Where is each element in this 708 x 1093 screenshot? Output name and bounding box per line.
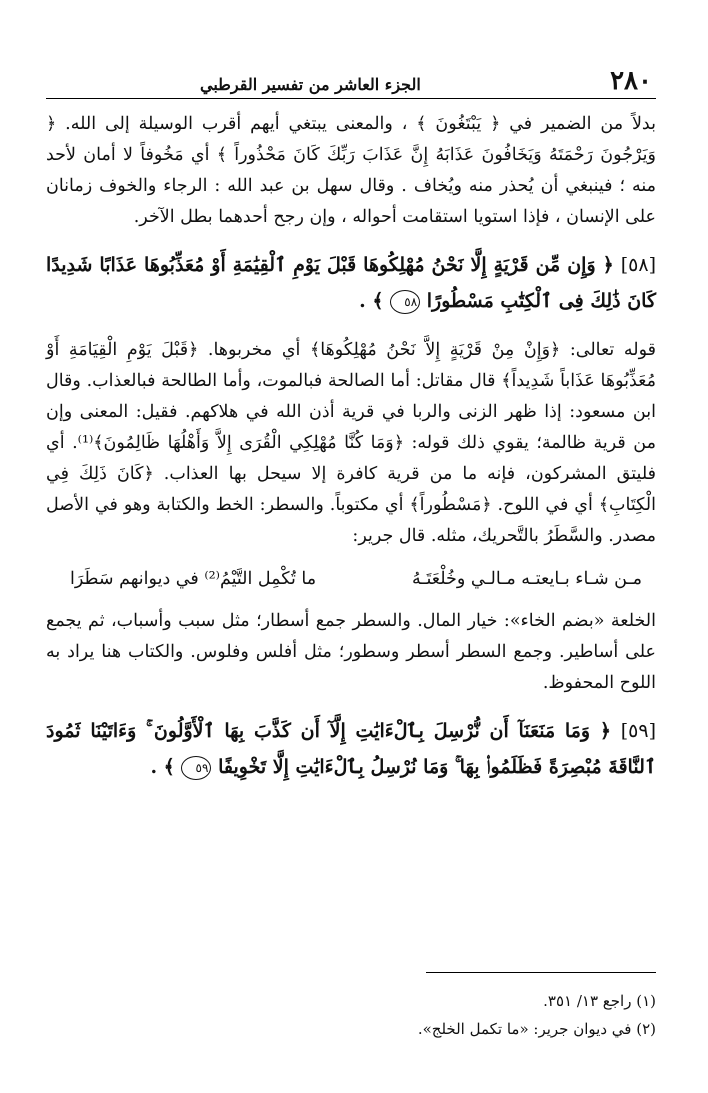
poem-verse: [70, 562, 642, 596]
verse-58: [46, 247, 656, 319]
page-header: [46, 68, 656, 98]
footnote-2: (٢) في ديوان جرير: «ما تكمل الخلج».: [417, 1020, 656, 1038]
paragraph-2: قوله تعالى: ﴿وَإِنْ مِنْ قَرْيَةٍ إِلاَّ نَحْنُ مُهْلِكُوهَا﴾ أي مخربوها. ﴿قَبْلَ يَوْمِ الْقِيَامَةِ أَوْ مُعَذِّبُوهَا عَذَاباً شَدِيداً﴾ قال مقاتل: أما الصالحة فبالموت، وأما الطالحة فبالعذاب. وقال ابن مسعود: إذا ظهر الزنى والربا في قرية أذن الله في هلاكهم. فقيل: المعنى وإن من قرية ظالمة؛ يقوي ذلك قوله: ﴿وَمَا كُنَّا مُهْلِكِي الْقُرَى إِلاَّ وَأَهْلُهَا ظَالِمُونَ﴾⁽¹⁾. أي فليتق المشركون، فإنه ما من قرية كافرة إلا سيحل بها العذاب. ﴿كَانَ ذَلِكَ فِي الْكِتَابِ﴾ أي في اللوح. ﴿مَسْطُوراً﴾ أي مكتوباً. والسطر: الخط والكتابة وهو في الأصل مصدر. والسَّطَرُ بالتَّحريك، مثله. قال جرير:: [46, 340, 657, 546]
paragraph-1: بدلاً من الضمير في ﴿ يَبْتَغُونَ ﴾ ، والمعنى يبتغي أيهم أقرب الوسيلة إلى الله. ﴿ وَيَرْجُونَ رَحْمَتَهُ وَيَخَافُونَ عَذَابَهُ إِنَّ عَذَابَ رَبِّكَ كَانَ مَحْذُوراً ﴾ أي مَخُوفاً لا أمان لأحد منه ؛ فينبغي أن يُحذر منه ويُخاف . وقال سهل بن عبد الله : الرجاء والخوف زمانان على الإنسان ، فإذا استويا استقامت أحواله ، وإن رجح أحدهما بطل الآخر.: [46, 114, 656, 227]
page-number: ٢٨٠: [610, 66, 652, 96]
poem-hemistich-2: ما تُكْمِل التَّيْمُ⁽²⁾ في ديوانهم سَطَرَا: [70, 569, 317, 589]
poem-hemistich-1: مـن شـاء بـايعتـه مـالـي وخُلْعَتَـهُ: [411, 569, 642, 589]
verse-58-text: ﴿ وَإِن مِّن قَرْيَةٍ إِلَّا نَحْنُ مُهْلِكُوهَا قَبْلَ يَوْمِ ٱلْقِيَٰمَةِ أَوْ مُعَذِّبُوهَا عَذَابًا شَدِيدًا كَانَ ذَٰلِكَ فِى ٱلْكِتَٰبِ مَسْطُورًا: [46, 254, 656, 312]
verse-58-number: [٥٨]: [620, 254, 656, 276]
footnotes: [46, 972, 656, 1043]
running-title: الجزء العاشر من تفسير القرطبي: [200, 75, 421, 94]
verse-59: [46, 713, 656, 785]
ayah-marker-58: ٥٨: [390, 290, 420, 314]
verse-59-number: [٥٩]: [620, 720, 657, 742]
verse-59-text: ﴿ وَمَا مَنَعَنَآ أَن نُّرْسِلَ بِٱلْءَايَٰتِ إِلَّآ أَن كَذَّبَ بِهَا ٱلْأَوَّلُونَ ۚ وَءَاتَيْنَا ثَمُودَ ٱلنَّاقَةَ مُبْصِرَةً فَظَلَمُوا۟ بِهَا ۚ وَمَا نُرْسِلُ بِٱلْءَايَٰتِ إِلَّا تَخْوِيفًا: [46, 720, 656, 778]
verse-59-end: ﴾ .: [150, 756, 175, 778]
paragraph-3: الخلعة «بضم الخاء»: خيار المال. والسطر جمع أسطار؛ مثل سبب وأسباب، ثم يجمع على أساطير. وجمع السطر أسطر وسطور؛ مثل أفلس وفلوس. والكتاب هنا يراد به اللوح المحفوظ.: [46, 611, 656, 693]
ayah-marker-59: ٥٩: [181, 756, 211, 780]
footnote-rule: [426, 972, 656, 973]
verse-58-end: ﴾ .: [359, 290, 384, 312]
header-rule: [46, 98, 656, 99]
footnote-1: (١) راجع ١٣/ ٣٥١.: [543, 992, 656, 1010]
